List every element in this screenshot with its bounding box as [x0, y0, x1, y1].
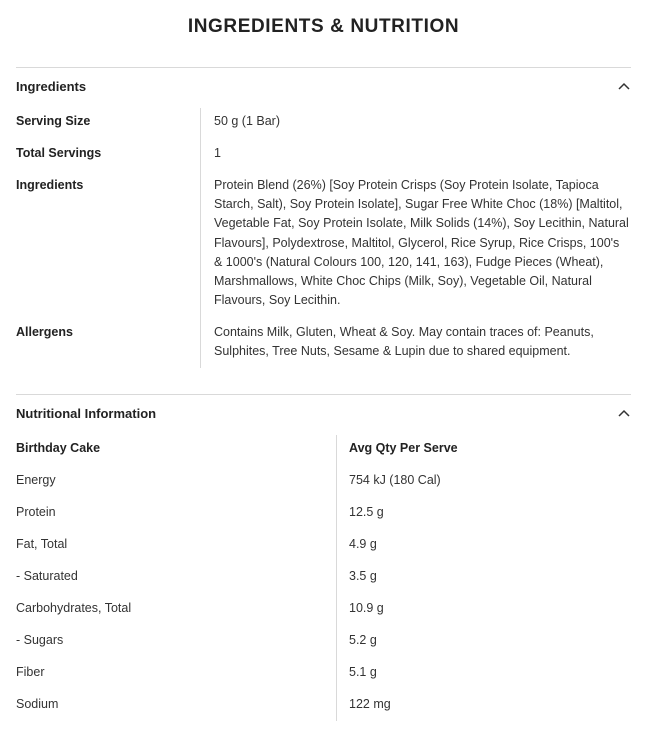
row-label: Allergens — [16, 325, 73, 339]
chevron-up-icon — [617, 406, 631, 420]
nutrient-value: 12.5 g — [349, 505, 384, 519]
nutrient-value: 4.9 g — [349, 537, 377, 551]
nutrition-column-divider — [336, 435, 337, 721]
nutrient-value: 3.5 g — [349, 569, 377, 583]
row-label: Serving Size — [16, 114, 91, 128]
ingredients-section-title: Ingredients — [16, 78, 87, 94]
nutrient-label: Energy — [16, 473, 56, 487]
nutrient-label: Fat, Total — [16, 537, 68, 551]
divider — [16, 394, 631, 395]
ingredients-column-divider — [200, 108, 201, 368]
nutrition-section-title: Nutritional Information — [16, 405, 157, 421]
row-value: Protein Blend (26%) [Soy Protein Crisps (Soy Protein Isolate, Tapioca Starch, Salt), Soy Protein Isolate], Sugar Free White Choc (18%) [Maltitol, Vegetable Fat, Soy Protein Isolate, Milk Solids (14%), Soy Lecithin, Natural Flavours], Polydextrose, Maltitol, Glycerol, Rice Syrup, Rice Crisps, 100's & 1000's (Natural Colours 100, 120, 141, 163), Fudge Pieces (Wheat), Marshmallows, White Choc Chips (Milk, Soy), Vegetable Oil, Natural Flavours, Soy Lecithin. — [214, 178, 629, 308]
column-header-label: Birthday Cake — [16, 441, 101, 455]
nutrient-label: Carbohydrates, Total — [16, 601, 132, 615]
nutrient-value: 10.9 g — [349, 601, 384, 615]
row-value: 1 — [214, 146, 221, 160]
row-label: Ingredients — [16, 178, 84, 192]
row-label: Total Servings — [16, 146, 102, 160]
nutrient-label: Fiber — [16, 665, 45, 679]
nutrient-label: Protein — [16, 505, 56, 519]
nutrient-label: Sodium — [16, 697, 59, 711]
row-value: 50 g (1 Bar) — [214, 114, 281, 128]
chevron-up-icon — [617, 79, 631, 93]
ingredients-section-toggle[interactable] — [16, 76, 631, 96]
nutrient-value: 5.2 g — [349, 633, 377, 647]
divider — [16, 67, 631, 68]
nutrient-label: - Saturated — [16, 569, 78, 583]
nutrition-section-toggle[interactable] — [16, 403, 631, 423]
nutrient-value: 5.1 g — [349, 665, 377, 679]
row-value: Contains Milk, Gluten, Wheat & Soy. May contain traces of: Peanuts, Sulphites, Tree Nuts, Sesame & Lupin due to shared equipment. — [214, 325, 594, 359]
nutrient-value: 754 kJ (180 Cal) — [349, 473, 441, 487]
page-title: INGREDIENTS & NUTRITION — [187, 16, 460, 37]
column-header-value: Avg Qty Per Serve — [349, 441, 458, 455]
nutrient-value: 122 mg — [349, 697, 391, 711]
nutrient-label: - Sugars — [16, 633, 64, 647]
